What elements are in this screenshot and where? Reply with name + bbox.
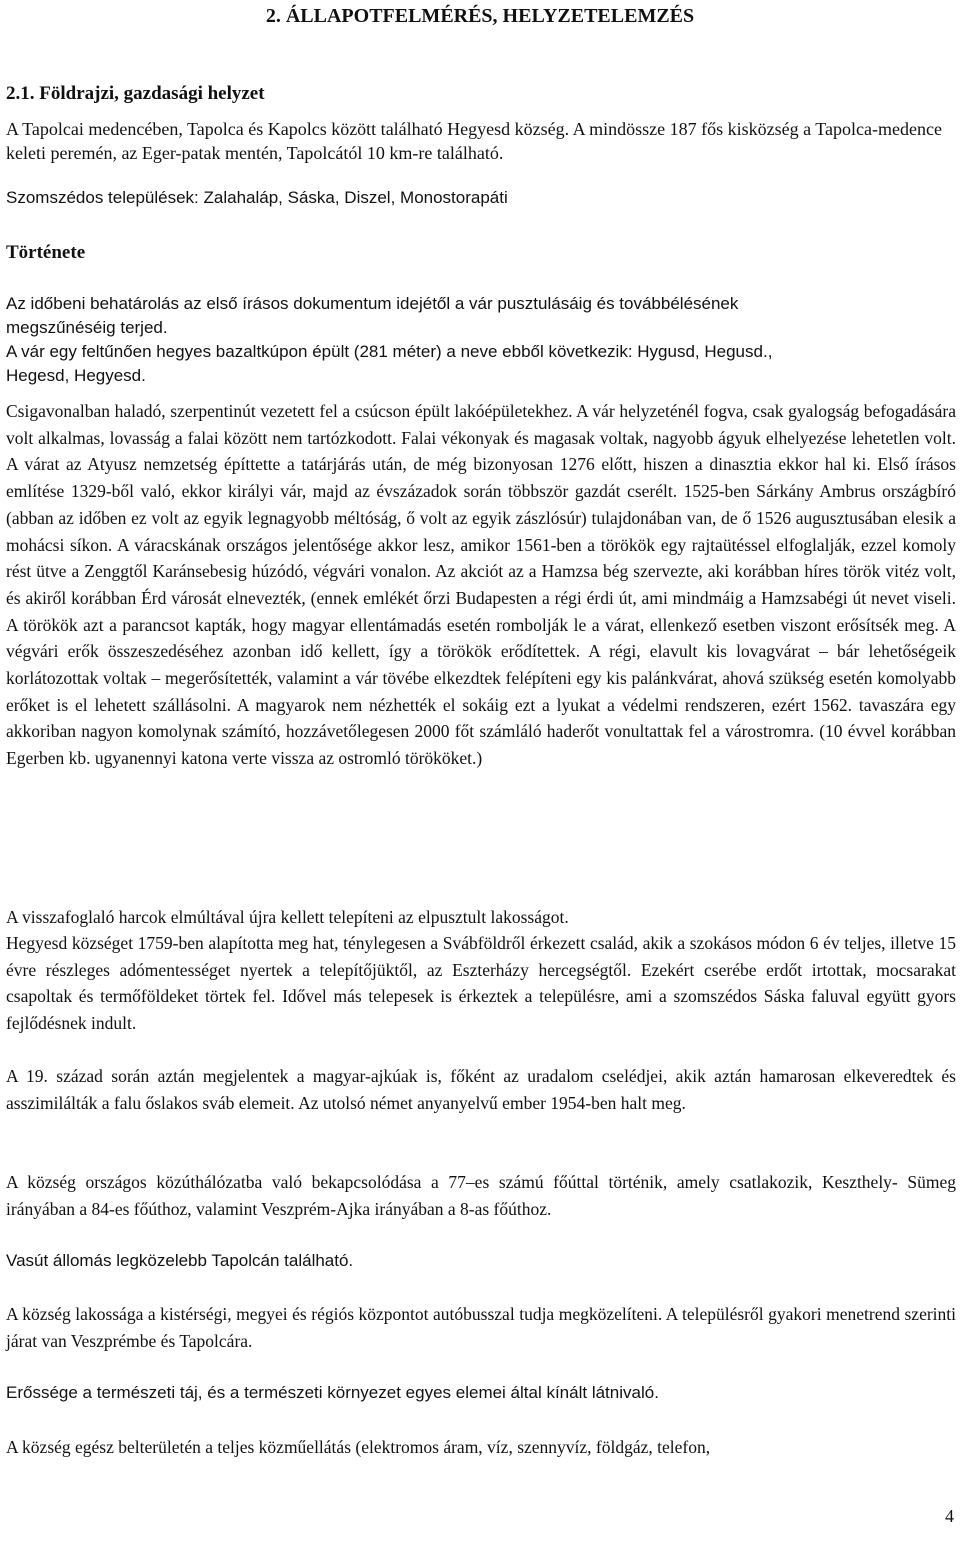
utilities-paragraph: A község egész belterületén a teljes közműellátás (elektromos áram, víz, szennyvíz, földgáz, telefon, [6,1437,711,1457]
history-line: Hegesd, Hegyesd. [6,366,146,385]
page-number: 4 [945,1506,954,1526]
history-title: Története [6,242,86,263]
history-main-paragraph: Csigavonalban haladó, szerpentinút vezetett fel a csúcson épült lakóépületekhez. A vár helyzeténél fogva, csak gyalogság befogadására volt alkalmas, lovasság a falai között nem tartózkodott. Falai vékonyak és magasak voltak, nagyobb ágyuk elhelyezése lehetetlen volt. A várat az Atyusz nemzetség építtette a tatárjárás után, de még bizonyosan 1276 előtt, hiszen a dinasztia ekkor hal ki. Első írásos említése 1329-ből való, ekkor királyi vár, majd az évszázadok során többször gazdát cserélt. 1525-ben Sárkány Ambrus országbíró (abban az időben ez volt az egyik legnagyobb méltóság, ő volt az egyik zászlósúr) tulajdonában van, de ő 1526 augusztusában elesik a mohácsi síkon. A váracskának országos jelentősége akkor lesz, amikor 1561-ben a törökök egy rajtaütéssel elfoglalják, ezzel komoly rést ütve a Zenggtől Karánsebesig húzódó, végvári vonalon. Az akciót az a Hamzsa bég szervezte, aki korábban híres török vitéz volt, és akiről korábban Érd városát elnevezték, (ennek emlékét őrzi Budapesten a régi érdi út, ami mindmáig a Hamzsabégi út nevet viseli. A törökök azt a parancsot kapták, hogy magyar ellentámadás esetén rombolják le a várat, ellenkező esetben viszont erősítsék meg. A végvári erők összeszedéséhez azonban idő kellett, így a törökök erődítettek. A régi, elavult kis lovagvárat – bár lehetőségeik korlátozottak voltak – megerősítették, valamint a vár tövébe elkezdtek felépíteni egy kis palánkvárat, ahová szükség esetén komolyabb erőket is el lehetett szállásolni. A magyarok nem nézhették el sokáig ezt a lyukat a védelmi rendszeren, ezért 1562. tavaszára egy akkoriban nagyon komolynak számító, hozzávetőlegesen 2000 főt számláló haderőt vonultattak fel a várostromra. (10 évvel korábban Egerben kb. ugyanennyi katona verte vissza az ostromló törököket.) [6,401,956,769]
chapter-heading: 2. ÁLLAPOTFELMÉRÉS, HELYZETELEMZÉS [265,5,695,27]
strength-paragraph: Erőssége a természeti táj, és a természeti környezet egyes elemei által kínált látnivaló. [6,1383,659,1402]
neighbors-paragraph: Szomszédos települések: Zalahaláp, Sáska, Diszel, Monostorapáti [6,188,508,207]
resettle-paragraph: A visszafoglaló harcok elmúltával újra kellett telepíteni az elpusztult lakosságot. [6,907,569,927]
century-paragraph: A 19. század során aztán megjelentek a magyar-ajkúak is, főként az uradalom cselédjei, akik aztán hamarosan elkeveredtek és asszimilálták a falu őslakos sváb elemeit. Az utolsó német anyanyelvű ember 1954-ben halt meg. [6,1066,956,1113]
founding-paragraph: Hegyesd községet 1759-ben alapította meg hat, ténylegesen a Svábföldről érkezett család, akik a szokásos módon 6 év teljes, illetve 15 évre részleges adómentességet nyertek a telepítőjüktől, az Eszterházy hercegségtől. Ezekért cserébe erdőt irtottak, mocsarakat csapoltak és termőföldeket törtek fel. Idővel más telepesek is érkeztek a településre, ami a szomszédos Sáska faluval együtt gyors fejlődésnek indult. [6,933,956,1033]
history-line: megszűnéséig terjed. [6,318,168,337]
roads-paragraph: A község országos közúthálózatba való bekapcsolódása a 77–es számú főúttal történik, amely csatlakozik, Keszthely- Sümeg irányában a 84-es főúthoz, valamint Veszprém-Ajka irányában a 8-as főúthoz. [6,1172,956,1219]
history-line: A vár egy feltűnően hegyes bazaltkúpon épült (281 méter) a neve ebből következik: Hygusd, Hegusd., [6,342,773,361]
section-title: 2.1. Földrajzi, gazdasági helyzet [6,83,265,104]
history-line: Az időbeni behatárolás az első írásos dokumentum idejétől a vár pusztulásáig és továbbélésének [6,294,739,313]
bus-paragraph: A község lakossága a kistérségi, megyei és régiós központot autóbusszal tudja megközelíteni. A településről gyakori menetrend szerinti járat van Veszprémbe és Tapolcára. [6,1304,956,1351]
rail-paragraph: Vasút állomás legközelebb Tapolcán található. [6,1251,354,1270]
intro-paragraph: A Tapolcai medencében, Tapolca és Kapolcs között található Hegyesd község. A mindössze 187 fős kisközség a Tapolca-medence keleti peremén, az Eger-patak mentén, Tapolcától 10 km-re található. [6,119,942,163]
history-intro [6,292,956,388]
